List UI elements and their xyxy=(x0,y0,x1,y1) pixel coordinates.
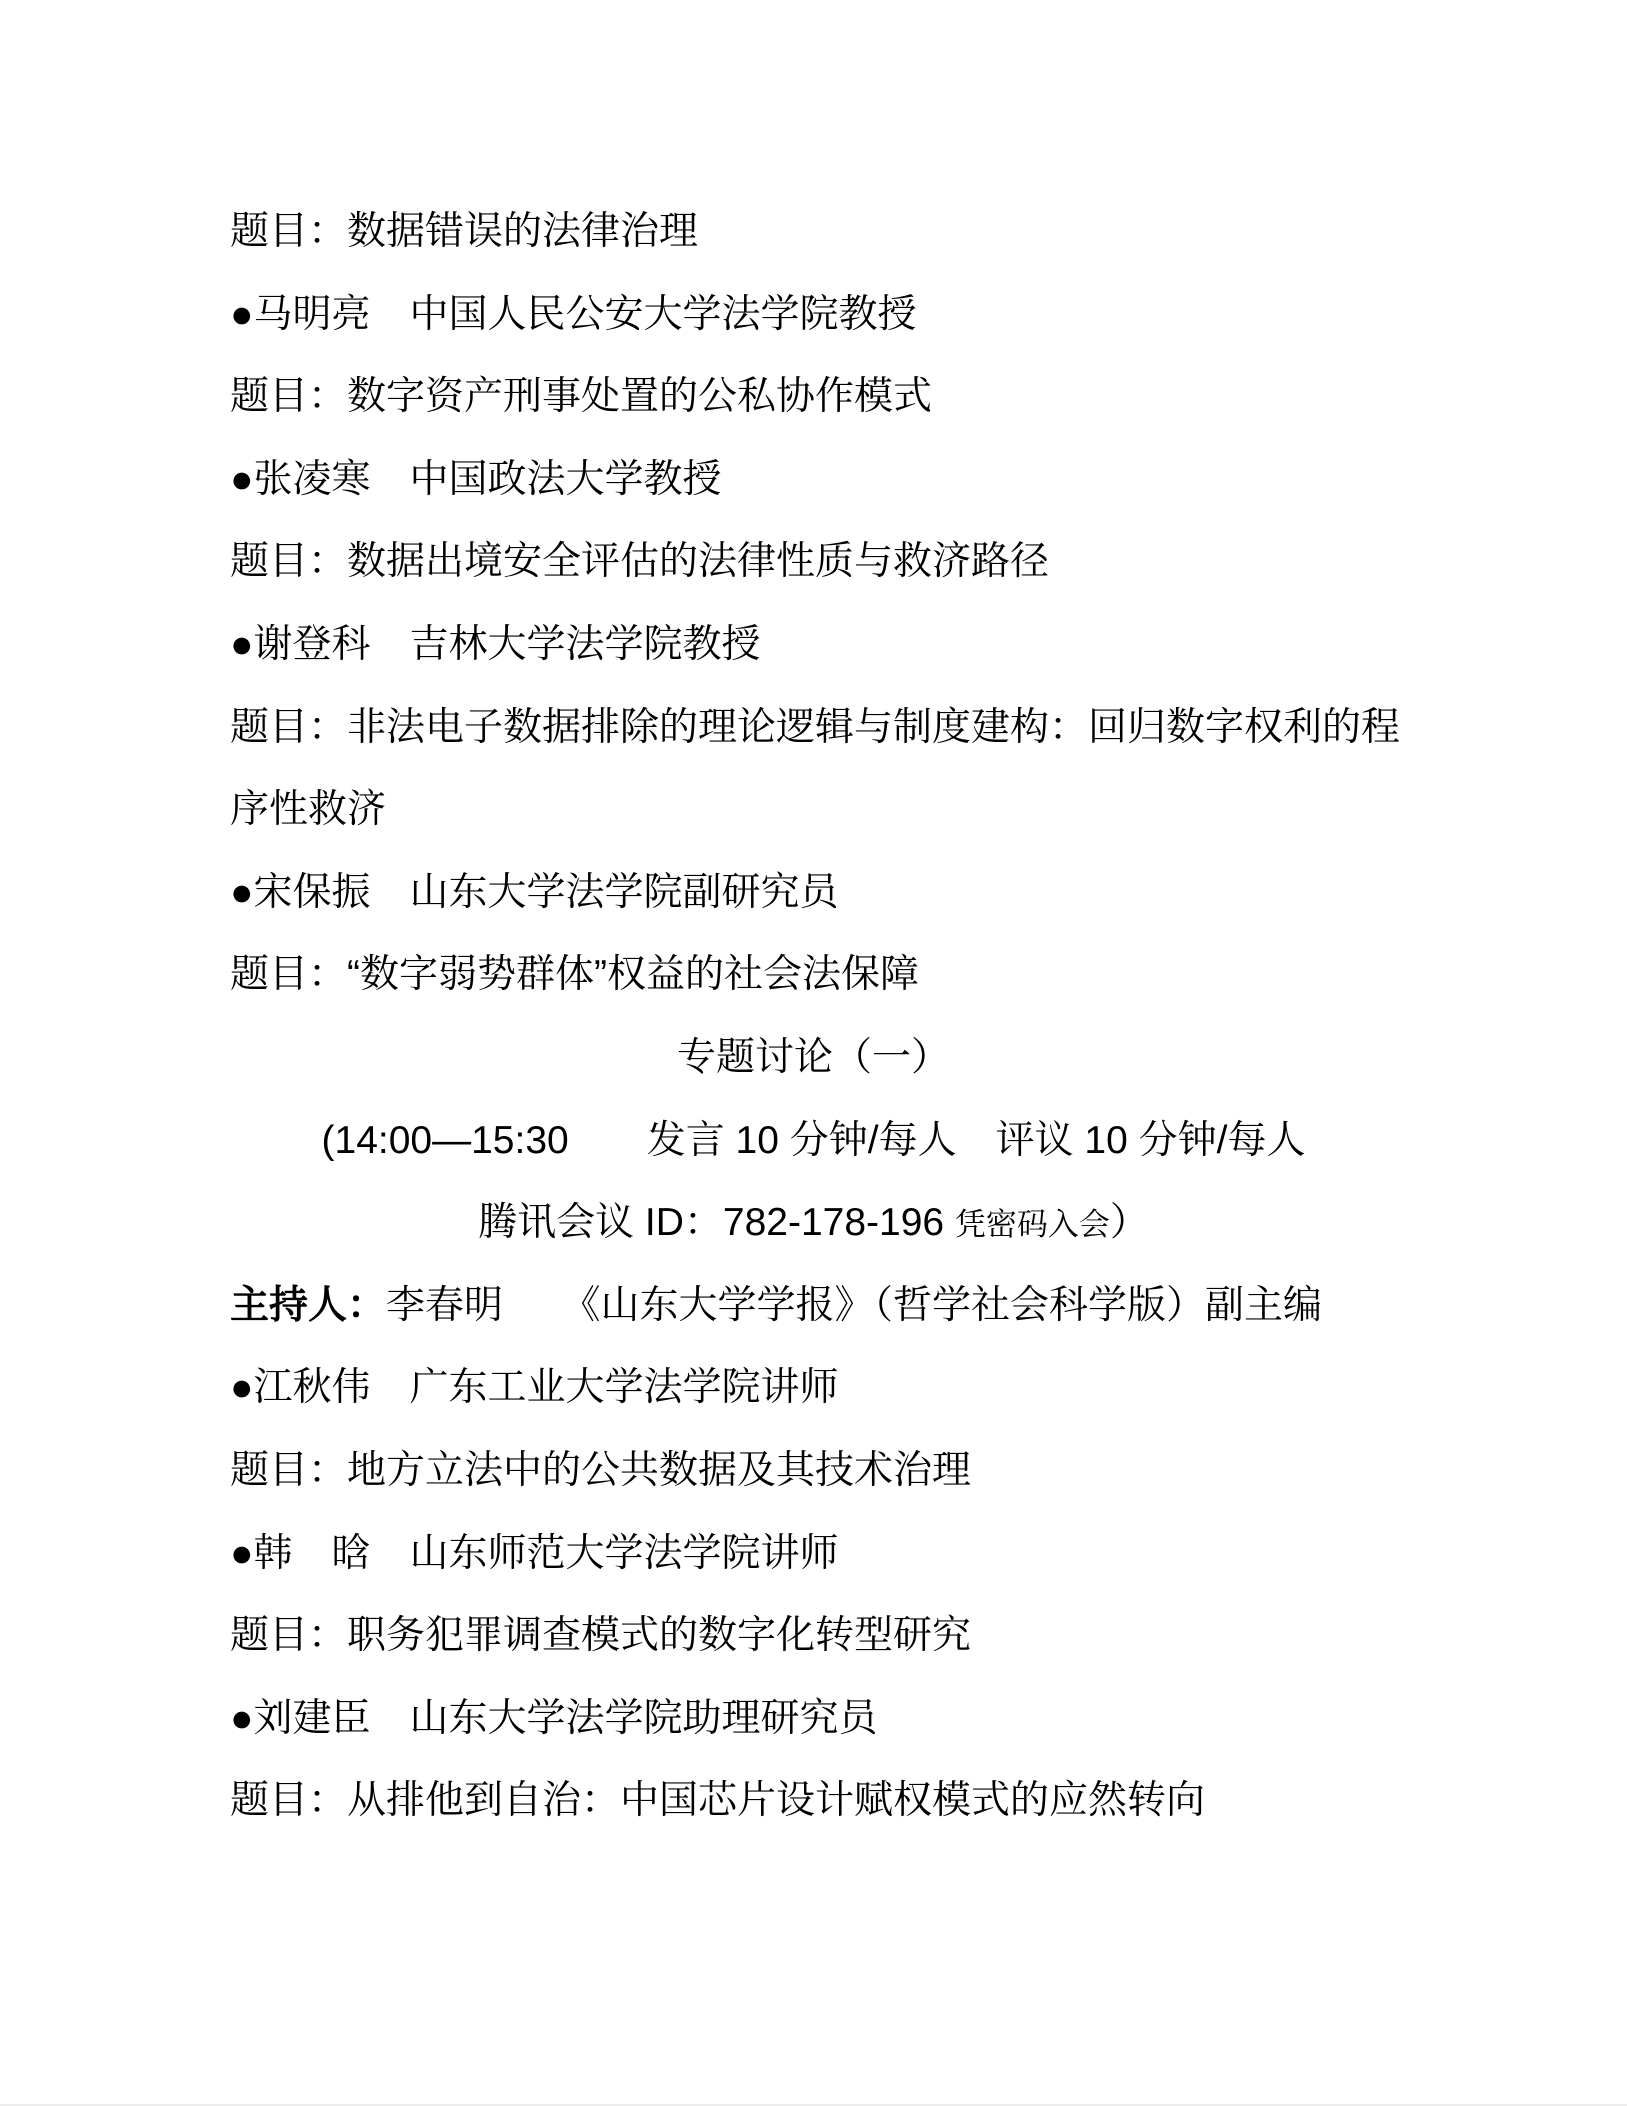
presenter-line-4-text: ●宋保振 山东大学法学院副研究员 xyxy=(230,870,839,914)
presenter-line-1 xyxy=(230,274,1397,357)
presenter-line-2 xyxy=(230,439,1397,522)
topic-line-6 xyxy=(230,1430,1397,1513)
topic-line-4b xyxy=(230,769,1397,852)
presenter-line-4 xyxy=(230,852,1397,935)
presenter-line-3 xyxy=(230,604,1397,687)
topic-line-5-text: 题目：“数字弱势群体”权益的社会法保障 xyxy=(230,953,919,997)
presenter-line-5-text: ●江秋伟 广东工业大学法学院讲师 xyxy=(230,1366,839,1410)
topic-line-7 xyxy=(230,1595,1397,1678)
topic-line-4a xyxy=(230,687,1401,770)
password-note: 凭密码入会 xyxy=(954,1207,1110,1243)
moderator-line xyxy=(230,1265,1397,1348)
topic-line-4b-text: 序性救济 xyxy=(230,788,387,832)
presenter-line-1-text: ●马明亮 中国人民公安大学法学院教授 xyxy=(230,292,917,336)
presenter-line-6-text: ●韩 晗 山东师范大学法学院讲师 xyxy=(230,1531,839,1575)
session-heading-text: 专题讨论（一） xyxy=(676,1035,950,1079)
topic-line-4a-text: 题目：非法电子数据排除的理论逻辑与制度建构：回归数字权利的程 xyxy=(230,705,1401,749)
topic-line-2-text: 题目：数字资产刑事处置的公私协作模式 xyxy=(230,375,933,419)
document-content xyxy=(230,191,1401,1843)
topic-line-3-text: 题目：数据出境安全评估的法律性质与救济路径 xyxy=(230,540,1050,584)
topic-line-1-text: 题目：数据错误的法律治理 xyxy=(230,210,699,253)
session-time-line xyxy=(230,1100,1397,1183)
topic-line-5 xyxy=(230,934,1397,1017)
presenter-line-5 xyxy=(230,1347,1397,1430)
presenter-line-6 xyxy=(230,1513,1397,1596)
meeting-id-text: 腾讯会议 ID：782-178-196 xyxy=(478,1201,955,1245)
moderator-value: 李春明 《山东大学学报》（哲学社会科学版）副主编 xyxy=(386,1283,1323,1327)
topic-line-3 xyxy=(230,521,1397,604)
topic-line-1 xyxy=(230,191,1397,274)
topic-line-2 xyxy=(230,356,1397,439)
topic-line-6-text: 题目：地方立法中的公共数据及其技术治理 xyxy=(230,1448,972,1492)
meeting-line-closing-paren: ） xyxy=(1109,1201,1149,1245)
topic-line-8 xyxy=(230,1760,1397,1843)
presenter-line-7-text: ●刘建臣 山东大学法学院助理研究员 xyxy=(230,1696,878,1740)
moderator-label: 主持人： xyxy=(230,1283,387,1327)
topic-line-7-text: 题目：职务犯罪调查模式的数字化转型研究 xyxy=(230,1614,972,1658)
presenter-line-7 xyxy=(230,1678,1397,1761)
session-heading xyxy=(230,1017,1397,1100)
meeting-id-line xyxy=(230,1182,1397,1265)
session-time-line-text: (14:00—15:30 发言 10 分钟/每人 评议 10 分钟/每人 xyxy=(321,1118,1306,1162)
presenter-line-3-text: ●谢登科 吉林大学法学院教授 xyxy=(230,622,761,666)
topic-line-8-text: 题目：从排他到自治：中国芯片设计赋权模式的应然转向 xyxy=(230,1779,1206,1823)
presenter-line-2-text: ●张凌寒 中国政法大学教授 xyxy=(230,457,722,501)
